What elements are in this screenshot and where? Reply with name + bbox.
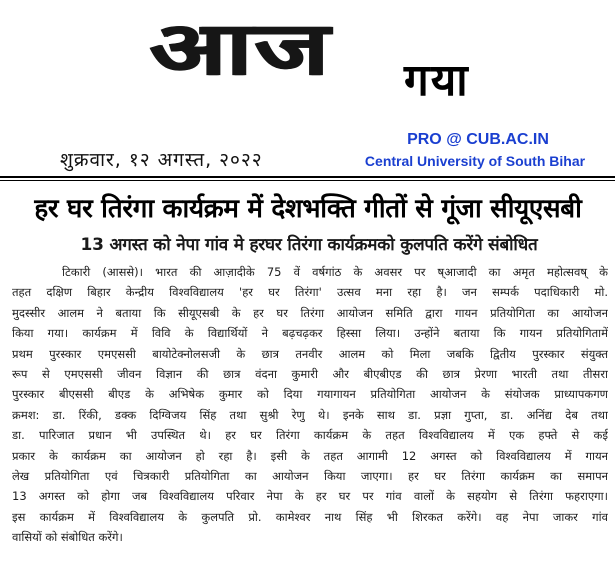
body-line: लेख प्रतियोगिता एवं चित्रकारी प्रतियोगिता का आयोजन किया जाएगा। हर घर तिरंगा कार्यक्रम का समापन bbox=[12, 469, 608, 484]
body-line: पुरस्कार बीएससी बीएड के अभिषेक कुमार को दिया गयागायन प्रतियोगिता आयोजन के संयोजक प्राध्यापकगण bbox=[12, 387, 608, 402]
pro-email-credit: PRO @ CUB.AC.IN bbox=[407, 131, 549, 148]
masthead-divider-thin bbox=[0, 180, 615, 181]
body-line: तहत दक्षिण बिहार केन्द्रीय विश्वविद्यालय 'हर घर तिरंगा' उत्सव मना रहा है। जन सम्पर्क पदाधिकारी मो. bbox=[12, 285, 608, 300]
body-line: इस कार्यक्रम में विश्वविद्यालय के कुलपति प्रो. कामेश्वर नाथ सिंह भी शिरकत करेंगे। वह नेपा जाकर गांव bbox=[12, 509, 608, 524]
masthead-logo: आज bbox=[150, 6, 332, 92]
body-line: क्रमश: डा. रिंकी, डक्क दिग्विजय सिंह तथा सुश्री रेणु थे। इनके साथ डा. प्रज्ञा गुप्ता, डा. अनिंद्य देब तथा bbox=[12, 407, 608, 422]
masthead-divider bbox=[0, 176, 615, 178]
publication-date: शुक्रवार, १२ अगस्त, २०२२ bbox=[60, 149, 263, 171]
body-line: किया गया। कार्यक्रम में विवि के विद्यार्थियों ने बढ़चढ़कर हिस्सा लिया। उन्होंने बताया कि गायन प्रतियोगितामें bbox=[12, 326, 608, 341]
body-line: 13 अगस्त को होगा जब विश्वविद्यालय परिवार नेपा के हर घर पर गांव वालों के सहयोग से तिरंगा फहराएगा। bbox=[12, 489, 608, 504]
body-line: वासियों को संबोधित करेंगे। bbox=[12, 530, 123, 545]
body-line: प्रकार के कार्यक्रम का आयोजन हो रहा है। इसी के तहत आगामी 12 अगस्त को विश्वविद्यालय में गायन bbox=[12, 448, 608, 463]
article-subheadline: 13 अगस्त को नेपा गांव मे हरघर तिरंगा कार्यक्रमको कुलपति करेंगे संबोधित bbox=[80, 235, 538, 255]
body-line: रूप से एमएससी जीवन विज्ञान की छात्र वंदना कुमारी और बीएबीएड की छात्र प्रेरणा भारती तथा तीसरा bbox=[12, 367, 608, 382]
pro-university-credit: Central University of South Bihar bbox=[364, 153, 586, 169]
body-line: डा. पारिजात प्रधान भी उपस्थित थे। हर घर तिरंगा कार्यक्रम के तहत विश्वविद्यालय में एक हफ्ते से कई bbox=[12, 428, 608, 443]
body-line: मुदस्सीर आलम ने बताया कि सीयूएसबी के हर घर तिरंगा आयोजन समिति द्वारा गायन प्रतियोगिता का आयोजन bbox=[12, 305, 608, 320]
article-body bbox=[12, 262, 608, 568]
article-headline: हर घर तिरंगा कार्यक्रम में देशभक्ति गीतों से गूंजा सीयूएसबी bbox=[34, 194, 582, 224]
body-line: प्रथम पुरस्कार एमएससी बायोटेक्नोलसजी के छात्र तनवीर आलम को मिला जबकि द्वितीय पुरस्कार संयुक्त bbox=[12, 346, 608, 361]
edition-name: गया bbox=[404, 55, 470, 106]
body-line: टिकारी (आससे)। भारत की आज़ादीके 75 वें वर्षगांठ के अवसर पर ष्आजादी का अमृत महोत्सवष् के bbox=[62, 265, 608, 279]
